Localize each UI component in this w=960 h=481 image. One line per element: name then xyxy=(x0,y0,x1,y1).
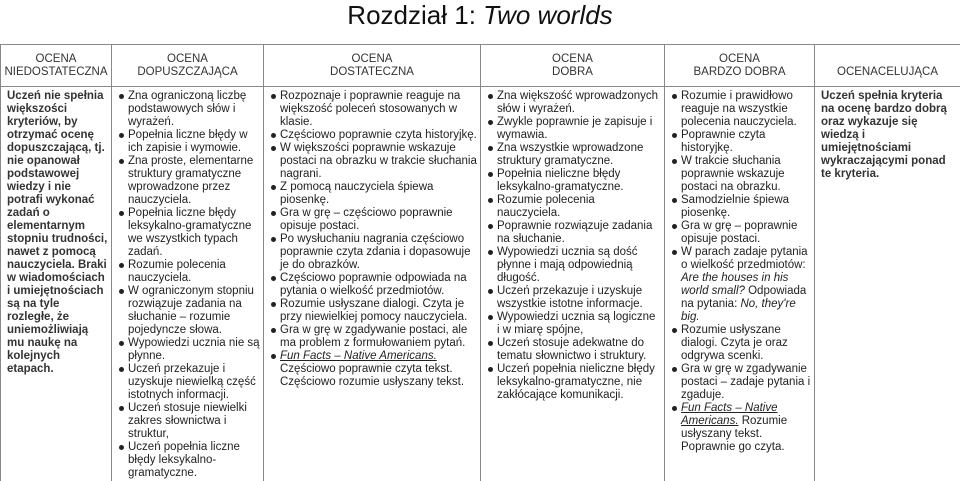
header-dopuszczajaca: OCENA DOPUSZCZAJĄCA xyxy=(112,45,264,87)
criterion-item: Gra w grę w zgadywanie postaci – zadaje pytania i zgaduje. xyxy=(670,363,811,402)
criterion-item: Po wysłuchaniu nagrania częściowo poprawnie czyta zdania i dopasowuje je do obrazków. xyxy=(269,233,477,272)
criterion-item: Popełnia liczne błędy leksykalno-gramatyczne we wszystkich typach zadań. xyxy=(117,207,260,259)
criterion-item: Uczeń popełnia nieliczne błędy leksykalno-gramatyczne, nie zakłócające komunikacji. xyxy=(486,363,661,402)
criterion-item: W większości poprawnie wskazuje postaci na obrazku w trakcie słuchania nagrani. xyxy=(269,142,477,181)
criterion-item: Popełnia nieliczne błędy leksykalno-gramatyczne. xyxy=(486,168,661,194)
cell-dopuszczajaca xyxy=(112,87,264,481)
criterion-item: Zna wszystkie wprowadzone struktury gramatyczne. xyxy=(486,142,661,168)
page-title xyxy=(0,0,960,44)
criterion-item: W trakcie słuchania poprawnie wskazuje postaci na obrazku. xyxy=(670,155,811,194)
header-row xyxy=(1,45,960,87)
criterion-item: Częściowo poprawnie czyta historyjkę. xyxy=(269,129,477,142)
criterion-item: Poprawnie czyta historyjkę. xyxy=(670,129,811,155)
criterion-item: Rozumie i prawidłowo reaguje na wszystkie polecenia nauczyciela. xyxy=(670,90,811,129)
cell-celujaca: Uczeń spełnia kryteria na ocenę bardzo dobrą oraz wykazuje się wiedzą i umiejętnościami wykraczającymi ponad te kryteria. xyxy=(815,87,960,481)
criterion-item: Fun Facts – Native Americans. Rozumie usłyszany tekst. Poprawnie go czyta. xyxy=(670,402,811,454)
criterion-item: Rozumie polecenia nauczyciela. xyxy=(117,259,260,285)
criterion-item: Zna ograniczoną liczbę podstawowych słów i wyrażeń. xyxy=(117,90,260,129)
criterion-item: Poprawnie rozwiązuje zadania na słuchanie. xyxy=(486,220,661,246)
criterion-item: Rozpoznaje i poprawnie reaguje na większość poleceń stosowanych w klasie. xyxy=(269,90,477,129)
header-dobra: OCENA DOBRA xyxy=(481,45,665,87)
criterion-item: Zwykle poprawnie je zapisuje i wymawia. xyxy=(486,116,661,142)
cell-dobra xyxy=(481,87,665,481)
title-prefix: Rozdział 1: xyxy=(347,0,484,30)
cell-dostateczna xyxy=(264,87,481,481)
criterion-item: Rozumie polecenia nauczyciela. xyxy=(486,194,661,220)
list-bardzo-dobra xyxy=(670,90,811,454)
criterion-item: Uczeń popełnia liczne błędy leksykalno-gramatyczne. xyxy=(117,441,260,480)
criterion-item: Zna większość wprowadzonych słów i wyrażeń. xyxy=(486,90,661,116)
grading-criteria-table xyxy=(0,44,960,481)
criterion-item: Z pomocą nauczyciela śpiewa piosenkę. xyxy=(269,181,477,207)
criterion-item: Uczeń przekazuje i uzyskuje wszystkie istotne informacje. xyxy=(486,285,661,311)
criterion-item: Gra w grę – poprawnie opisuje postaci. xyxy=(670,220,811,246)
criterion-item: Wypowiedzi ucznia są logiczne i w miarę spójne, xyxy=(486,311,661,337)
criterion-item: W ograniczonym stopniu rozwiązuje zadania na słuchanie – rozumie pojedyncze słowa. xyxy=(117,285,260,337)
header-niedostateczna: OCENA NIEDOSTATECZNA xyxy=(1,45,112,87)
list-dopuszczajaca xyxy=(117,90,260,480)
criterion-item: Uczeń stosuje adekwatne do tematu słownictwo i struktury. xyxy=(486,337,661,363)
list-dostateczna xyxy=(269,90,477,389)
criterion-item: Gra w grę w zgadywanie postaci, ale ma problem z formułowaniem pytań. xyxy=(269,324,477,350)
criterion-item: W parach zadaje pytania o wielkość przedmiotów: Are the houses in his world small? Odpowiada na pytania: No, they're big. xyxy=(670,246,811,324)
criterion-item: Fun Facts – Native Americans. Częściowo poprawnie czyta tekst. Częściowo rozumie usłyszany tekst. xyxy=(269,350,477,389)
criterion-item: Częściowo poprawnie odpowiada na pytania o wielkość przedmiotów. xyxy=(269,272,477,298)
criterion-item: Samodzielnie śpiewa piosenkę. xyxy=(670,194,811,220)
criteria-row xyxy=(1,87,960,481)
criterion-item: Gra w grę – częściowo poprawnie opisuje postaci. xyxy=(269,207,477,233)
list-dobra xyxy=(486,90,661,402)
criterion-item: Zna proste, elementarne struktury gramatyczne wprowadzone przez nauczyciela. xyxy=(117,155,260,207)
cell-bardzo-dobra xyxy=(665,87,815,481)
criterion-item: Rozumie usłyszane dialogi. Czyta je przy niewielkiej pomocy nauczyciela. xyxy=(269,298,477,324)
criterion-item: Wypowiedzi ucznia są dość płynne i mają odpowiednią długość. xyxy=(486,246,661,285)
criterion-item: Uczeń stosuje niewielki zakres słownictwa i struktur, xyxy=(117,402,260,441)
criterion-item: Rozumie usłyszane dialogi. Czyta je oraz odgrywa scenki. xyxy=(670,324,811,363)
header-celujaca: OCENACELUJĄCA xyxy=(815,45,960,87)
header-dostateczna: OCENA DOSTATECZNA xyxy=(264,45,481,87)
header-bardzo-dobra: OCENA BARDZO DOBRA xyxy=(665,45,815,87)
title-italic: Two worlds xyxy=(483,0,613,30)
criterion-item: Popełnia liczne błędy w ich zapisie i wymowie. xyxy=(117,129,260,155)
criterion-item: Uczeń przekazuje i uzyskuje niewielką część istotnych informacji. xyxy=(117,363,260,402)
criterion-item: Wypowiedzi ucznia nie są płynne. xyxy=(117,337,260,363)
cell-niedostateczna: Uczeń nie spełnia większości kryteriów, by otrzymać ocenę dopuszczającą, tj. nie opanował podstawowej wiedzy i nie potrafi wykonać zadań o elementarnym stopniu trudności, nawet z pomocą nauczyciela. Braki w wiadomościach i umiejętnościach są na tyle rozległe, że uniemożliwiają mu naukę na kolejnych etapach. xyxy=(1,87,112,481)
